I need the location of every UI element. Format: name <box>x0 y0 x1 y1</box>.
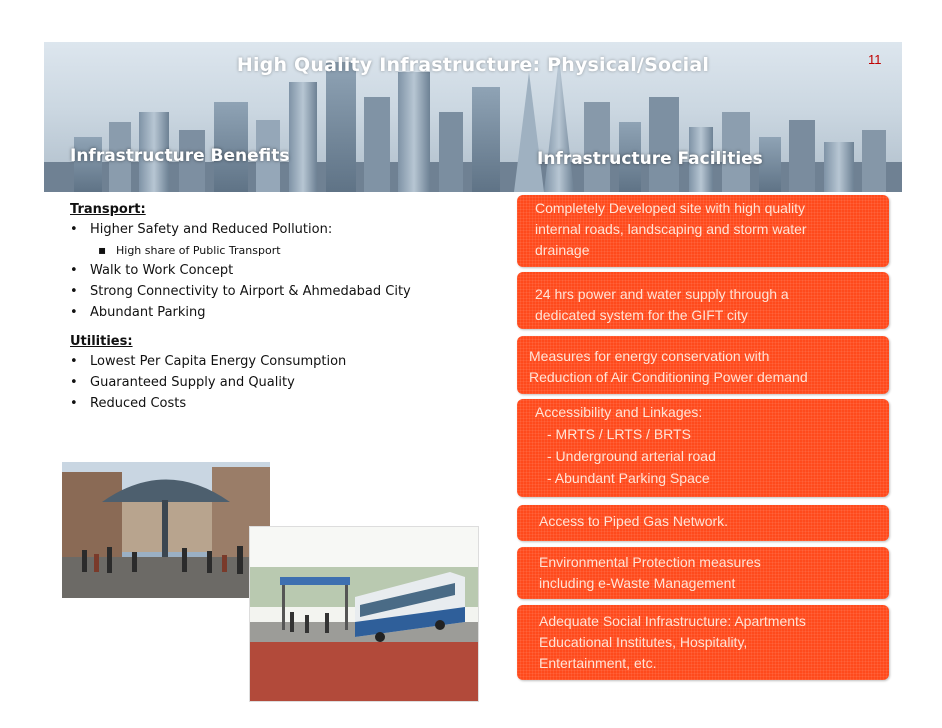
facility-line: - Underground arterial road <box>547 448 716 464</box>
transport-heading: Transport: <box>70 202 146 217</box>
benefits-column <box>70 202 490 417</box>
facility-box-energy <box>517 336 889 394</box>
facility-line: Environmental Protection measures <box>539 554 761 570</box>
section-heading-facilities: Infrastructure Facilities <box>537 149 763 169</box>
facility-box-accessibility <box>517 399 889 497</box>
utilities-heading: Utilities: <box>70 334 133 349</box>
facility-line: 24 hrs power and water supply through a <box>535 286 789 302</box>
facility-box-environment <box>517 547 889 599</box>
list-item: • Reduced Costs <box>70 396 490 411</box>
facility-line: Accessibility and Linkages: <box>535 404 703 420</box>
facility-line: dedicated system for the GIFT city <box>535 307 748 323</box>
facility-line: Adequate Social Infrastructure: Apartments <box>539 613 806 629</box>
facility-line: - Abundant Parking Space <box>547 470 710 486</box>
facility-line: Educational Institutes, Hospitality, <box>539 634 748 650</box>
facility-line: including e-Waste Management <box>539 575 736 591</box>
facility-box-social <box>517 605 889 680</box>
facility-line: Access to Piped Gas Network. <box>539 513 729 529</box>
list-item: • Guaranteed Supply and Quality <box>70 375 490 390</box>
facility-line: Entertainment, etc. <box>539 655 657 671</box>
facility-line: drainage <box>535 242 590 258</box>
facility-line: internal roads, landscaping and storm water <box>535 221 807 237</box>
sub-list-item: ▪ High share of Public Transport <box>98 243 490 257</box>
bus-transit-photo <box>249 526 479 702</box>
facility-line: Measures for energy conservation with <box>529 348 770 364</box>
page-title: High Quality Infrastructure: Physical/Social <box>236 54 710 76</box>
page-number: 11 <box>868 52 882 67</box>
facility-line: - MRTS / LRTS / BRTS <box>547 426 691 442</box>
street-scene-photo <box>62 462 270 598</box>
list-item: • Lowest Per Capita Energy Consumption <box>70 354 490 369</box>
facility-box-power <box>517 272 889 329</box>
facility-line: Reduction of Air Conditioning Power demand <box>529 369 808 385</box>
list-item: • Strong Connectivity to Airport & Ahmedabad City <box>70 284 490 299</box>
facility-box-gas <box>517 505 889 541</box>
facility-line: Completely Developed site with high quality <box>535 200 806 216</box>
list-item: • Higher Safety and Reduced Pollution: <box>70 222 490 237</box>
list-item: • Walk to Work Concept <box>70 263 490 278</box>
list-item: • Abundant Parking <box>70 305 490 320</box>
facility-box-site <box>517 195 889 267</box>
section-heading-benefits: Infrastructure Benefits <box>70 146 290 166</box>
